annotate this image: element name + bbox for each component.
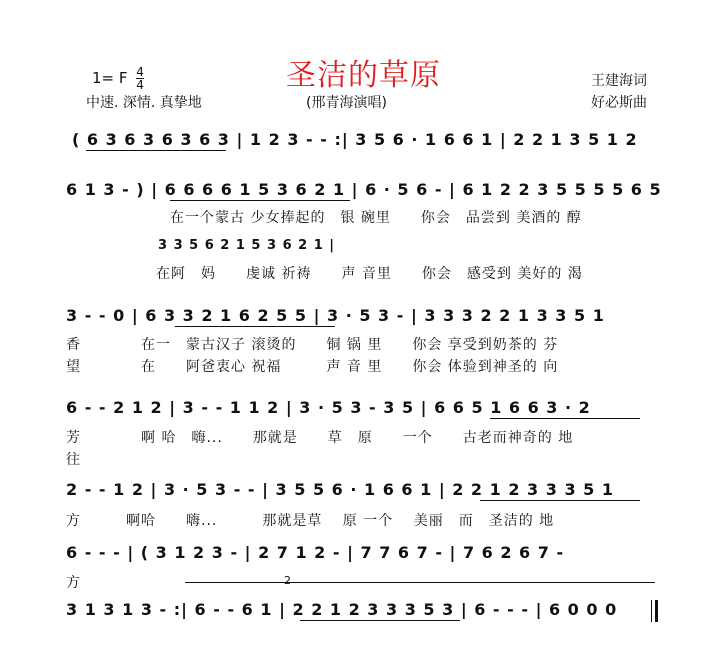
time-signature: $\frac{4}{4}$ [136, 65, 144, 92]
notation-row-4: 6 - - 2 1 2 | 3 - - 1 1 2 | 3 · 5 3 - 3 5 | 6 6 5 1 6 6 3 · 2 [66, 398, 591, 417]
lyrics-verse1-row-5: 方 啊哈 嗨... 那就是草 原 一个 美丽 而 圣洁的 地 [66, 513, 555, 529]
tempo-marking: 中速. 深情. 真挚地 [86, 95, 202, 111]
lyrics-verse1-row-3: 香 在一 蒙古汉子 滚烫的 铜 锅 里 你会 享受到奶茶的 芬 [66, 337, 559, 353]
lyrics-verse1-row-2: 在一个蒙古 少女捧起的 银 碗里 你会 品尝到 美酒的 醇 [170, 210, 582, 226]
song-title: 圣洁的草原 [286, 58, 441, 93]
lyricist-credit: 王建海词 [591, 73, 647, 89]
final-barline-thin [651, 600, 652, 622]
notation-row-1: ( 6 3 6 3 6 3 6 3 | 1 2 3 - - :| 3 5 6 · 1 6 6 1 | 2 2 1 3 5 1 2 [72, 130, 638, 149]
composer-credit: 好必斯曲 [591, 95, 647, 111]
final-barline-thick [655, 600, 658, 622]
notation-row-7: 3 1 3 1 3 - :| 6 - - 6 1 | 2 2 1 2 3 3 3 5 3 | 6 - - - | 6 0 0 0 [66, 600, 618, 619]
volta-number: 2 [284, 574, 291, 587]
notation-row-2: 6 1 3 - ) | 6 6 6 6 1 5 3 6 2 1 | 6 · 5 6 - | 6 1 2 2 3 5 5 5 5 6 5 [66, 180, 662, 199]
notation-row-3: 3 - - 0 | 6 3 3 2 1 6 2 5 5 | 3 · 5 3 - | 3 3 3 2 2 1 3 3 5 1 [66, 306, 605, 325]
notation-alt-row-2: 3 3 5 6 2 1 5 3 6 2 1 | [158, 238, 336, 253]
key-signature: 1= F $\frac{4}{4}$ [92, 65, 144, 92]
lyrics-verse2-row-4: 往 [66, 452, 81, 468]
performer-credit: (邢青海演唱) [306, 95, 387, 111]
notation-row-5: 2 - - 1 2 | 3 · 5 3 - - | 3 5 5 6 · 1 6 6 1 | 2 2 1 2 3 3 3 5 1 [66, 480, 614, 499]
lyrics-verse2-row-2: 在阿 妈 虔诚 祈祷 声 音里 你会 感受到 美好的 渴 [156, 266, 583, 282]
lyrics-verse1-row-6: 方 [66, 575, 81, 591]
lyrics-verse2-row-3: 望 在 阿爸衷心 祝福 声 音 里 你会 体验到神圣的 向 [66, 359, 559, 375]
notation-row-6: 6 - - - | ( 3 1 2 3 - | 2 7 1 2 - | 7 7 6 7 - | 7 6 2 6 7 - [66, 543, 565, 562]
lyrics-verse1-row-4: 芳 啊 哈 嗨... 那就是 草 原 一个 古老而神奇的 地 [66, 430, 574, 446]
